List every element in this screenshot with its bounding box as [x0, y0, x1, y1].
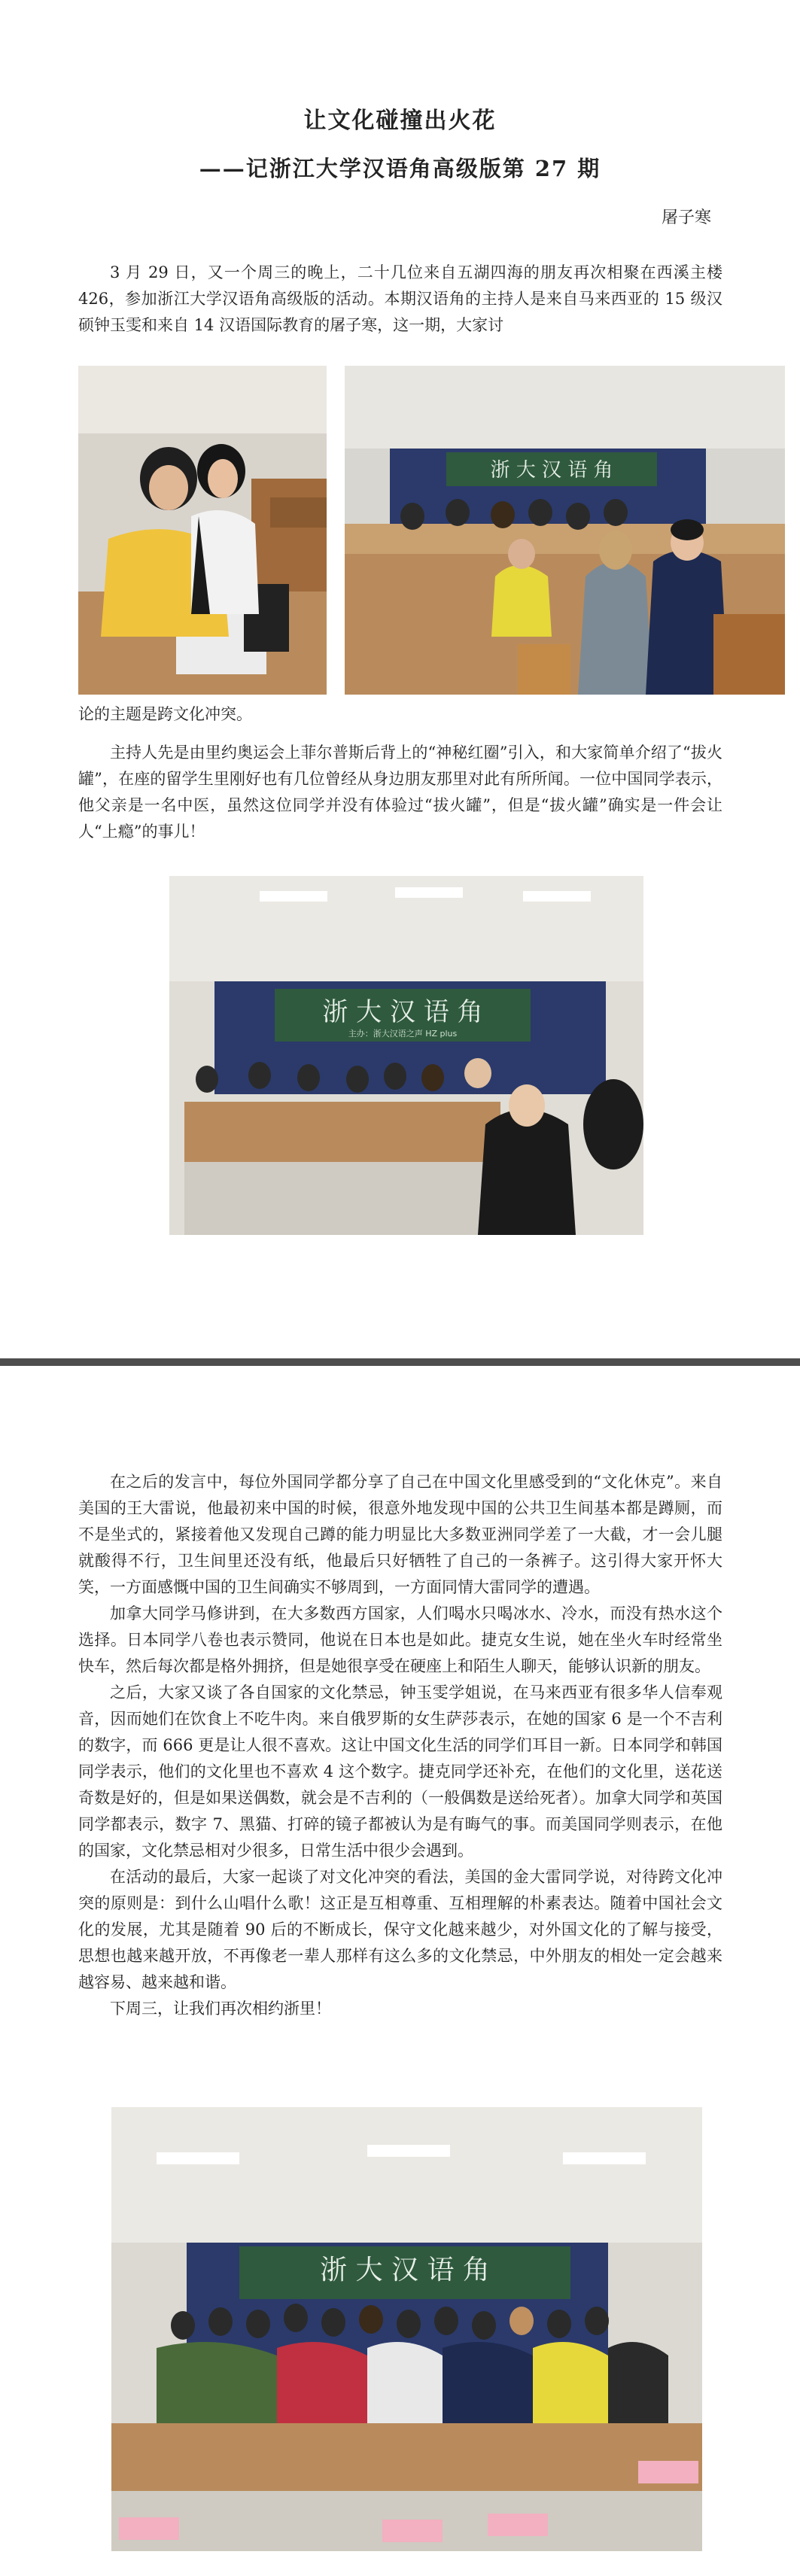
photo-classroom-discussion	[345, 366, 785, 695]
banner-text-2: 浙 大 汉 语 角	[322, 997, 483, 1027]
photo-group-tables	[169, 876, 643, 1235]
banner-subtext: 主办：浙大汉语之声 HZ plus	[348, 1029, 458, 1039]
paragraph-taboos: 之后，大家又谈了各自国家的文化禁忌，钟玉雯学姐说，在马来西亚有很多华人信奉观音，因而她们在饮食上不吃牛肉。来自俄罗斯的女生萨莎表示，在她的国家 6 是一个不吉利的数字，而 666 更是让人很不喜欢。这让中国文化生活的同学们耳目一新。日本同学和韩国同学表示，他们的文化里也不喜欢 4 这个数字。捷克同学还补充，在他们的文化里，送花送奇数是好的，但是如果送偶数，就会是不吉利的（一般偶数是送给死者）。加拿大同学和英国同学都表示，数字 7、黑猫、打碎的镜子都被认为是有晦气的事。而美国同学则表示，在他的国家，文化禁忌相对少很多，日常生活中很少会遇到。	[78, 1683, 722, 1860]
photo-students-laptop	[78, 366, 327, 695]
article-title: 让文化碰撞出火花	[303, 108, 497, 134]
paragraph-block	[78, 1469, 722, 2022]
page-separator	[0, 1358, 800, 1366]
banner-text-3: 浙 大 汉 语 角	[320, 2255, 490, 2286]
article-subtitle: ——记浙江大学汉语角高级版第 27 期	[199, 156, 601, 181]
paragraph-hot-water: 加拿大同学马修讲到，在大多数西方国家，人们喝水只喝冰水、冷水，而没有热水这个选择。日本同学八卷也表示赞同，他说在日本也是如此。捷克女生说，她在坐火车时经常坐快车，然后每次都是格外拥挤，但是她很享受在硬座上和陌生人聊天，能够认识新的朋友。	[78, 1604, 722, 1675]
paragraph-intro: 3 月 29 日，又一个周三的晚上，二十几位来自五湖四海的朋友再次相聚在西溪主楼 426，参加浙江大学汉语角高级版的活动。本期汉语角的主持人是来自马来西亚的 15 级汉硕钟玉雯和来自 14 汉语国际教育的屠子寒，这一期，大家讨	[78, 263, 722, 334]
photo-group-portrait	[111, 2107, 702, 2551]
article-author: 屠子寒	[661, 208, 711, 227]
paragraph-conclusion: 在活动的最后，大家一起谈了对文化冲突的看法，美国的金大雷同学说，对待跨文化冲突的原则是：到什么山唱什么歌！这正是互相尊重、互相理解的朴素表达。随着中国社会文化的发展，尤其是随着 90 后的不断成长，保守文化越来越少，对外国文化的了解与接受，思想也越来越开放，不再像老一辈人那样有这么多的文化禁忌，中外朋友的相处一定会越来越容易、越来越和谐。	[78, 1868, 722, 1991]
paragraph-closing: 下周三，让我们再次相约浙里！	[110, 2000, 331, 2018]
paragraph-culture-shock: 在之后的发言中，每位外国同学都分享了自己在中国文化里感受到的“文化休克”。来自美国的王大雷说，他最初来中国的时候，很意外地发现中国的公共卫生间基本都是蹲厕，而不是坐式的，紧接着他又发现自己蹲的能力明显比大多数亚洲同学差了一大截，才一会儿腿就酸得不行，卫生间里还没有纸，他最后只好牺牲了自己的一条裤子。这引得大家开怀大笑，一方面感慨中国的卫生间确实不够周到，一方面同情大雷同学的遭遇。	[78, 1473, 722, 1596]
document-page-2	[0, 1366, 800, 2576]
paragraph-cupping: 主持人先是由里约奥运会上菲尔普斯后背上的“神秘红圈”引入，和大家简单介绍了“拔火罐”，在座的留学生里刚好也有几位曾经从身边朋友那里对此有所所闻。一位中国同学表示，他父亲是一名中医，虽然这位同学并没有体验过“拔火罐”，但是“拔火罐”确实是一件会让人“上瘾”的事儿！	[78, 744, 722, 841]
banner-text: 浙 大 汉 语 角	[490, 459, 613, 482]
paragraph-intro-continued: 论的主题是跨文化冲突。	[78, 705, 252, 723]
